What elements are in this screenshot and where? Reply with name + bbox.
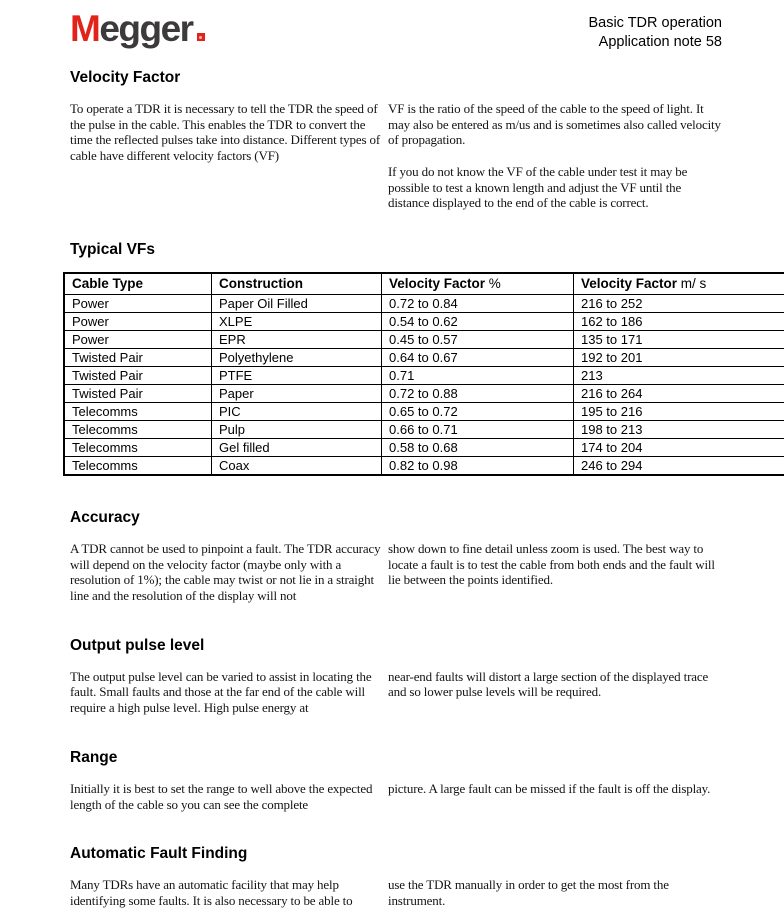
table-header-row [64,273,784,295]
table-row [64,330,784,348]
table-row [64,384,784,402]
paragraph: Many TDRs have an automatic facility that may help identifying some faults. It is also necessary to be able to [70,877,388,908]
table-cell: 0.72 to 0.84 [382,294,574,312]
section-body-velocity-factor [70,101,722,211]
table-cell: 195 to 216 [574,402,784,420]
paragraph: picture. A large fault can be missed if the fault is off the display. [388,781,722,797]
table-cell: 0.72 to 0.88 [382,384,574,402]
table-cell: 0.71 [382,366,574,384]
section-heading-range: Range [70,749,722,766]
table-header [64,273,784,295]
table-cell: 246 to 294 [574,456,784,475]
section-body-range [70,781,722,812]
table-cell: 162 to 186 [574,312,784,330]
table-row [64,456,784,475]
table-row [64,294,784,312]
table-cell: 216 to 264 [574,384,784,402]
section-body-output-pulse-level [70,669,722,716]
table-cell: 0.64 to 0.67 [382,348,574,366]
section-heading-output-pulse-level: Output pulse level [70,637,722,654]
table-cell: 198 to 213 [574,420,784,438]
column-header-cable-type: Cable Type [64,273,212,295]
paragraph: To operate a TDR it is necessary to tell the TDR the speed of the pulse in the cable. This enables the TDR to convert the time the reflected pulses take into distance. Different types of cable have different velocity factors (VF) [70,101,388,164]
table-cell: Polyethylene [212,348,382,366]
doc-title-line1: Basic TDR operation [588,14,722,33]
doc-title [588,12,722,52]
paragraph: near-end faults will distort a large section of the displayed trace and so lower pulse levels will be required. [388,669,722,700]
section-body-automatic-fault-finding [70,877,722,908]
right-column [388,877,722,908]
section-heading-automatic-fault-finding: Automatic Fault Finding [70,845,722,862]
table-row [64,438,784,456]
paragraph: show down to fine detail unless zoom is used. The best way to locate a fault is to test the cable from both ends and the fault will lie between the points identified. [388,541,722,588]
left-column [70,669,388,716]
left-column [70,101,388,211]
table-cell: 0.66 to 0.71 [382,420,574,438]
table-cell: 0.82 to 0.98 [382,456,574,475]
paragraph: The output pulse level can be varied to assist in locating the fault. Small faults and those at the far end of the cable will require a high pulse level. High pulse energy at [70,669,388,716]
table-cell: Paper Oil Filled [212,294,382,312]
table-cell: PIC [212,402,382,420]
table-cell: Twisted Pair [64,366,212,384]
paragraph: Initially it is best to set the range to well above the expected length of the cable so you can see the complete [70,781,388,812]
table-cell: Power [64,312,212,330]
table-cell: 213 [574,366,784,384]
table-cell: Power [64,294,212,312]
right-column [388,101,722,211]
left-column [70,781,388,812]
logo-letter-m: M [70,8,99,49]
left-column [70,541,388,604]
table-body [64,294,784,475]
column-header-construction: Construction [212,273,382,295]
table-cell: Pulp [212,420,382,438]
table-cell: Coax [212,456,382,475]
table-cell: Telecomms [64,438,212,456]
table-row [64,420,784,438]
column-header-velocity-factor-pct: Velocity Factor % [382,273,574,295]
left-column [70,877,388,908]
doc-title-line2: Application note 58 [588,33,722,52]
section-heading-velocity-factor: Velocity Factor [70,69,722,86]
section-heading-accuracy: Accuracy [70,509,722,526]
table-row [64,366,784,384]
table-cell: 0.65 to 0.72 [382,402,574,420]
table-cell: 216 to 252 [574,294,784,312]
logo-text: egger [99,8,192,49]
table-cell: Twisted Pair [64,384,212,402]
table-cell: PTFE [212,366,382,384]
column-header-velocity-factor-ms: Velocity Factor m/ s [574,273,784,295]
table-cell: Telecomms [64,456,212,475]
table-cell: Twisted Pair [64,348,212,366]
paragraph: If you do not know the VF of the cable under test it may be possible to test a known length and adjust the VF until the distance displayed to the end of the cable is correct. [388,164,722,211]
page-header [70,12,722,52]
table-row [64,348,784,366]
table-cell: 0.45 to 0.57 [382,330,574,348]
megger-logo [70,12,205,46]
registered-mark-icon [197,33,205,41]
paragraph: use the TDR manually in order to get the most from the instrument. [388,877,722,908]
table-cell: Telecomms [64,402,212,420]
table-cell: Telecomms [64,420,212,438]
table-cell: 0.54 to 0.62 [382,312,574,330]
paragraph: A TDR cannot be used to pinpoint a fault. The TDR accuracy will depend on the velocity factor (maybe only with a resolution of 1%); the cable may twist or not lie in a straight line and the resolution of the display will not [70,541,388,604]
typical-vfs-table [63,272,784,476]
table-row [64,312,784,330]
table-cell: 174 to 204 [574,438,784,456]
section-heading-typical-vfs: Typical VFs [70,241,722,258]
table-cell: 0.58 to 0.68 [382,438,574,456]
table-cell: Paper [212,384,382,402]
right-column [388,781,722,812]
table-cell: EPR [212,330,382,348]
table-cell: 135 to 171 [574,330,784,348]
right-column [388,669,722,716]
paragraph: VF is the ratio of the speed of the cable to the speed of light. It may also be entered as m/us and is sometimes also called velocity of propagation. [388,101,722,148]
right-column [388,541,722,604]
section-body-accuracy [70,541,722,604]
table-cell: Power [64,330,212,348]
table-cell: Gel filled [212,438,382,456]
table-cell: XLPE [212,312,382,330]
table-cell: 192 to 201 [574,348,784,366]
table-row [64,402,784,420]
